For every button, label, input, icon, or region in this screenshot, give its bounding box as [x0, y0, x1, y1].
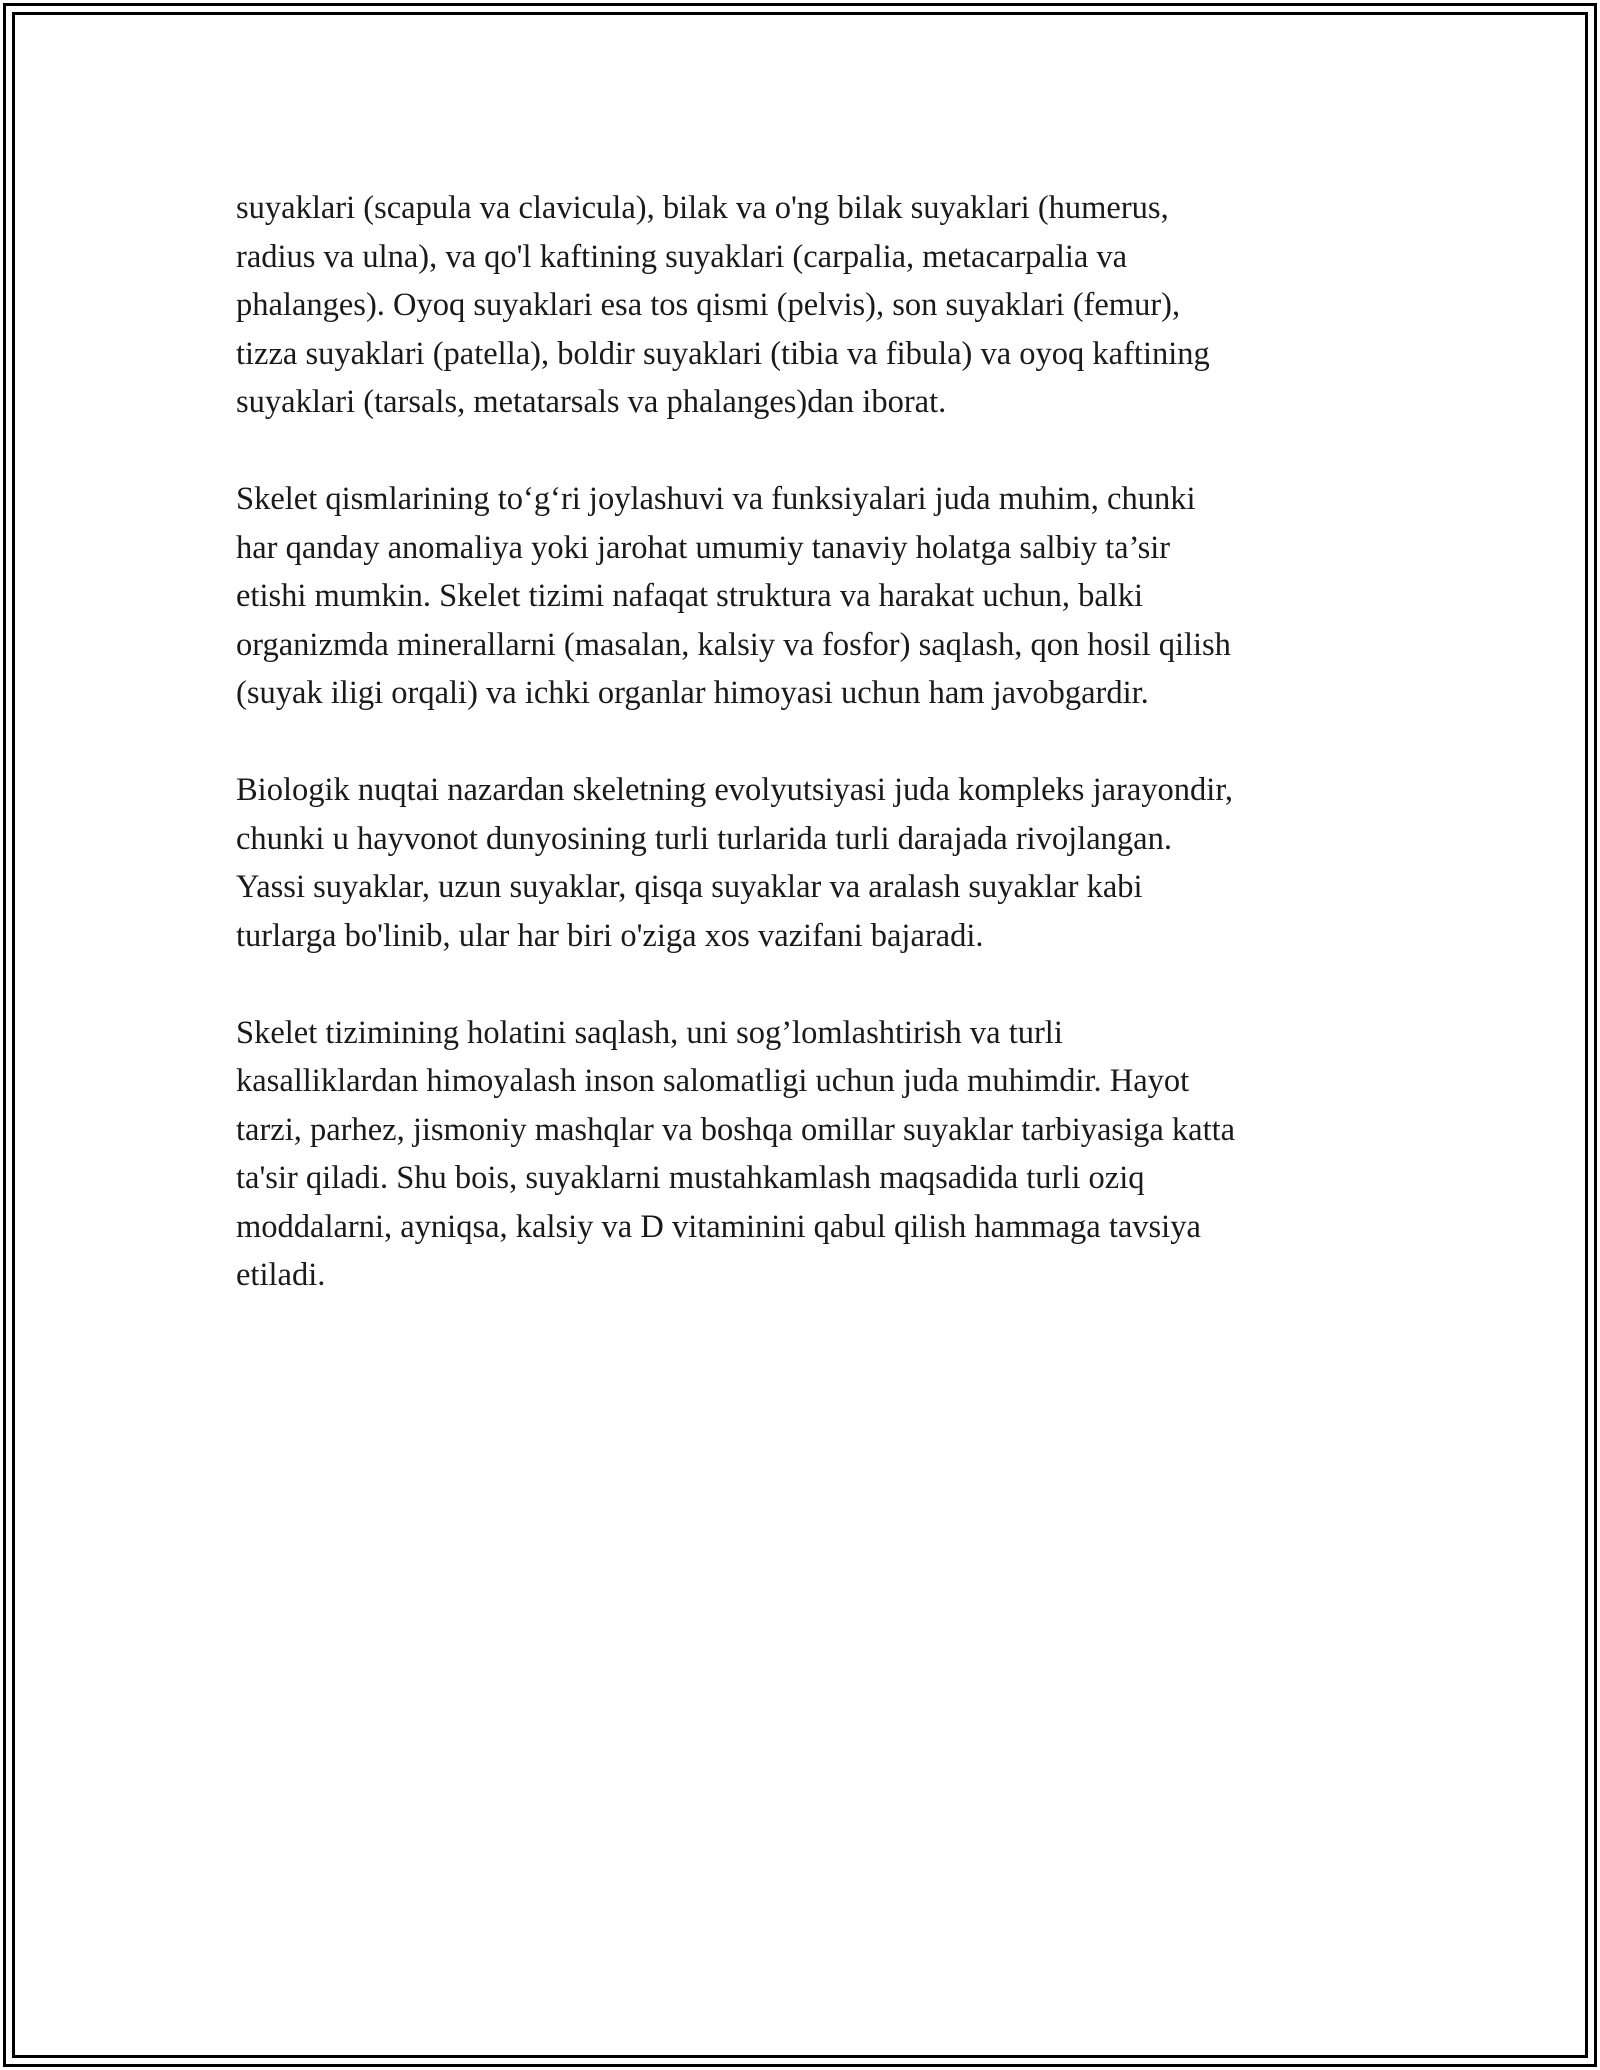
- paragraph-skeleton-evolution: Biologik nuqtai nazardan skeletning evolyutsiyasi juda kompleks jarayondir, chunki u hayvonot dunyosining turli turlarida turli darajada rivojlangan. Yassi suyaklar, uzun suyaklar, qisqa suyaklar va aralash suyaklar kabi turlarga bo'linib, ular har biri o'ziga xos vazifani bajaradi.: [236, 772, 1233, 954]
- paragraph-limb-bones: suyaklari (scapula va clavicula), bilak va o'ng bilak suyaklari (humerus, radius va ulna), va qo'l kaftining suyaklari (carpalia, metacarpalia va phalanges). Oyoq suyaklari esa tos qismi (pelvis), son suyaklari (femur), tizza suyaklari (patella), boldir suyaklari (tibia va fibula) va oyoq kaftining suyaklari (tarsals, metatarsals va phalanges)dan iborat.: [236, 190, 1210, 420]
- paragraph-skeleton-health: Skelet tizimining holatini saqlash, uni sog’lomlashtirish va turli kasalliklardan himoyalash inson salomatligi uchun juda muhimdir. Hayot tarzi, parhez, jismoniy mashqlar va boshqa omillar suyaklar tarbiyasiga katta ta'sir qiladi. Shu bois, suyaklarni mustahkamlash maqsadida turli oziq moddalarni, ayniqsa, kalsiy va D vitaminini qabul qilish hammaga tavsiya etiladi.: [236, 1014, 1236, 1293]
- paragraph-skeleton-function: Skelet qismlarining to‘g‘ri joylashuvi va funksiyalari juda muhim, chunki har qanday anomaliya yoki jarohat umumiy tanaviy holatga salbiy ta’sir etishi mumkin. Skelet tizimi nafaqat struktura va harakat uchun, balki organizmda minerallarni (masalan, kalsiy va fosfor) saqlash, qon hosil qilish (suyak iligi orqali) va ichki organlar himoyasi uchun ham javobgardir.: [236, 481, 1231, 711]
- document-body: [236, 184, 1376, 1348]
